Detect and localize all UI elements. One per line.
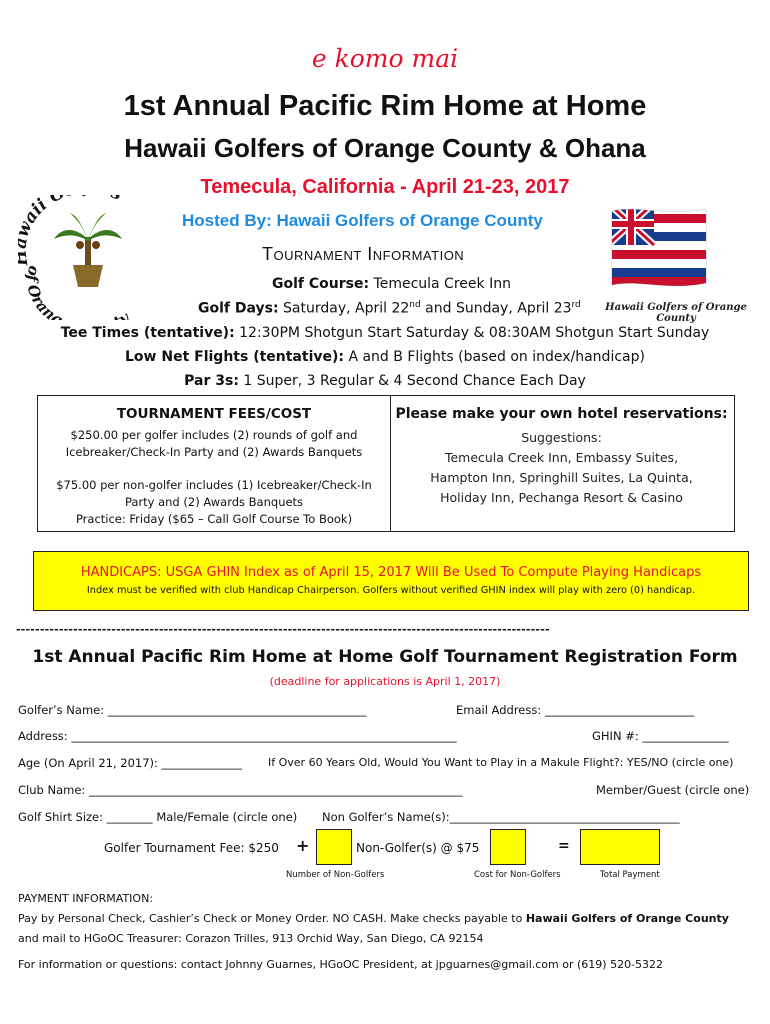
tee-times-label: Tee Times (tentative): xyxy=(60,325,235,341)
hotel-heading: Please make your own hotel reservations: xyxy=(395,406,728,422)
caption-number-nongolfers: Number of Non-Golfers xyxy=(286,870,385,880)
handicap-note: Index must be verified with club Handicap Chairperson. Golfers without verified GHIN index will play with zero (0) handicap. xyxy=(86,585,696,596)
golf-course-line xyxy=(272,276,511,292)
address-field[interactable]: Address: ___________________________________________________________________ xyxy=(18,729,457,743)
hawaii-flag-icon xyxy=(608,203,710,291)
age-field[interactable]: Age (On April 21, 2017): ______________ xyxy=(18,756,243,770)
nongolfer-fee-label: Non-Golfer(s) @ $75 xyxy=(356,841,480,855)
location-date: Temecula, California - April 21-23, 2017 xyxy=(200,176,570,198)
makule-question[interactable]: If Over 60 Years Old, Would You Want to Play in a Makule Flight?: YES/NO (circle one) xyxy=(268,756,734,769)
cut-line-divider: ---------------------------------------------------------------------------------------------------------------- xyxy=(16,623,550,636)
payment-line2: and mail to HGoOC Treasurer: Corazon Trilles, 913 Orchid Way, San Diego, CA 92154 xyxy=(18,932,484,945)
par3-label: Par 3s: xyxy=(184,373,239,389)
golfer-fee-label: Golfer Tournament Fee: $250 xyxy=(104,841,279,855)
golf-course-label: Golf Course: xyxy=(272,276,370,292)
hotel-line2: Hampton Inn, Springhill Suites, La Quinta, xyxy=(430,470,693,485)
payment-line1-text: Pay by Personal Check, Cashier’s Check or Money Order. NO CASH. Make checks payable to xyxy=(18,912,526,925)
hotel-line3: Holiday Inn, Pechanga Resort & Casino xyxy=(440,490,683,505)
hotel-suggestions-label: Suggestions: xyxy=(521,430,602,445)
golf-days-label: Golf Days: xyxy=(198,300,279,317)
greeting: e komo mai xyxy=(311,44,459,73)
golf-days-sup-1: nd xyxy=(409,300,421,310)
handicap-banner xyxy=(33,551,749,611)
fees-practice: Practice: Friday ($65 – Call Golf Course To Book) xyxy=(75,512,353,526)
logo-bottom-text: of Orang y xyxy=(23,263,133,320)
fees-golfer-line2: Icebreaker/Check-In Party and (2) Awards Banquets xyxy=(65,445,363,459)
info-heading: Tournament Information xyxy=(262,244,465,264)
fees-nongolfer-line1: $75.00 per non-golfer includes (1) Icebreaker/Check-In xyxy=(56,478,372,492)
flag-banner: Hawaii Golfers of Orange County xyxy=(605,302,747,324)
fees-heading: TOURNAMENT FEES/COST xyxy=(116,406,312,422)
tee-times-value: 12:30PM Shotgun Start Saturday & 08:30AM Shotgun Start Sunday xyxy=(239,325,710,341)
flights-label: Low Net Flights (tentative): xyxy=(125,349,344,365)
payment-payee: Hawaii Golfers of Orange County xyxy=(525,912,729,925)
hotel-box xyxy=(389,395,735,532)
payment-line1 xyxy=(18,912,729,925)
hotel-line1: Temecula Creek Inn, Embassy Suites, xyxy=(444,450,679,465)
palm-tree-icon xyxy=(18,195,158,320)
golf-days-value-1: Saturday, April 22 xyxy=(283,300,410,317)
hawaii-flag xyxy=(608,203,710,291)
golf-days-mid: and Sunday, April 23 xyxy=(420,300,572,317)
equals-sign: = xyxy=(558,838,570,854)
flights-value: A and B Flights (based on index/handicap) xyxy=(348,349,645,365)
club-name-field[interactable]: Club Name: _________________________________________________________________ xyxy=(18,783,463,797)
caption-total-payment: Total Payment xyxy=(600,870,660,880)
plus-sign: + xyxy=(296,836,310,855)
logo-top-text: aii G xyxy=(19,195,68,228)
page-title: 1st Annual Pacific Rim Home at Home xyxy=(123,90,647,122)
golf-course-value: Temecula Creek Inn xyxy=(373,276,511,292)
member-guest-field[interactable]: Member/Guest (circle one) xyxy=(596,783,750,797)
nongolfer-names-field[interactable]: Non Golfer’s Name(s):________________________________________ xyxy=(322,810,680,824)
page-subtitle: Hawaii Golfers of Orange County & Ohana xyxy=(124,133,646,163)
shirt-size-field[interactable]: Golf Shirt Size: ________ Male/Female (circle one) xyxy=(18,810,298,824)
total-payment-box[interactable] xyxy=(580,829,660,865)
flights-line xyxy=(0,349,770,365)
fees-golfer-line1: $250.00 per golfer includes (2) rounds of golf and xyxy=(70,428,358,442)
payment-heading: PAYMENT INFORMATION: xyxy=(18,892,154,905)
par3-value: 1 Super, 3 Regular & 4 Second Chance Each Day xyxy=(243,373,586,389)
caption-cost-nongolfers: Cost for Non-Golfers xyxy=(474,870,561,880)
golf-days-sup-2: rd xyxy=(571,300,581,310)
club-logo xyxy=(18,195,158,320)
golf-days-line xyxy=(198,300,581,317)
golfer-name-field[interactable]: Golfer’s Name: _____________________________________________ xyxy=(18,703,367,717)
tee-times-line xyxy=(0,325,770,341)
nongolfer-cost-box[interactable] xyxy=(490,829,526,865)
fees-nongolfer-line2: Party and (2) Awards Banquets xyxy=(124,495,304,509)
par3-line xyxy=(0,373,770,389)
contact-line: For information or questions: contact Johnny Guarnes, HGoOC President, at jpguarnes@gmail.com or (619) 520-5322 xyxy=(18,958,664,971)
hosted-by: Hosted By: Hawaii Golfers of Orange County xyxy=(182,211,543,230)
fees-box xyxy=(37,395,391,532)
email-field[interactable]: Email Address: __________________________ xyxy=(456,703,695,717)
nongolfer-count-box[interactable] xyxy=(316,829,352,865)
handicap-title: HANDICAPS: USGA GHIN Index as of April 15, 2017 Will Be Used To Compute Playing Handicaps xyxy=(80,565,702,580)
form-title: 1st Annual Pacific Rim Home at Home Golf Tournament Registration Form xyxy=(32,647,738,667)
ghin-field[interactable]: GHIN #: _______________ xyxy=(592,729,729,743)
form-deadline: (deadline for applications is April 1, 2017) xyxy=(269,675,501,688)
